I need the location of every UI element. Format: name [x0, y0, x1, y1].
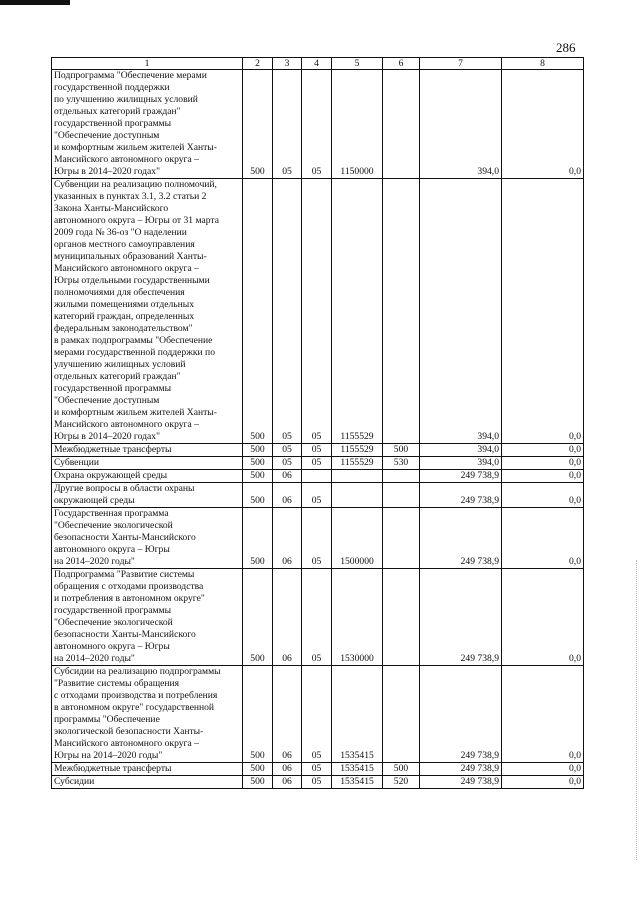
- budget-table: [51, 57, 584, 789]
- col-header-1: 1: [52, 58, 243, 70]
- row-code-2: 500: [243, 666, 273, 763]
- table-row: [52, 569, 584, 666]
- row-code-3: 06: [273, 776, 302, 789]
- row-amount-7: 394,0: [420, 179, 502, 444]
- row-code-5: 1535415: [332, 776, 383, 789]
- row-amount-8: 0,0: [502, 483, 584, 508]
- row-name: Подпрограмма "Обеспечение мерами государственной поддержки по улучшению жилищных условий отдельных категорий граждан" государственной программы "Обеспечение доступным и комфортным жильем жителей Ханты- Мансийского автономного округа – Югры в 2014–2020 годах": [52, 70, 243, 179]
- row-code-5: 1535415: [332, 763, 383, 776]
- row-code-4: 05: [302, 444, 332, 457]
- row-code-3: 06: [273, 483, 302, 508]
- table-row: [52, 457, 584, 470]
- row-code-4: 05: [302, 179, 332, 444]
- table-row: [52, 179, 584, 444]
- row-code-2: 500: [243, 776, 273, 789]
- margin-dots: [636, 560, 638, 860]
- row-amount-8: 0,0: [502, 70, 584, 179]
- row-code-4: 05: [302, 776, 332, 789]
- row-code-3: 05: [273, 457, 302, 470]
- row-name: Субсидии на реализацию подпрограммы "Развитие системы обращения с отходами производства и потребления в автономном округе" государственной программы "Обеспечение экологической безопасности Ханты- Мансийского автономного округа – Югры на 2014–2020 годы": [52, 666, 243, 763]
- row-name: Субвенции: [52, 457, 243, 470]
- row-amount-7: 249 738,9: [420, 666, 502, 763]
- row-amount-7: 249 738,9: [420, 763, 502, 776]
- row-amount-8: 0,0: [502, 508, 584, 569]
- top-rule: [0, 0, 70, 5]
- row-name: Подпрограмма "Развитие системы обращения с отходами производства и потребления в автономном округе" государственной программы "Обеспечение экологической безопасности Ханты-Мансийского автономного округа – Югры на 2014–2020 годы": [52, 569, 243, 666]
- table-row: [52, 508, 584, 569]
- row-code-5: 1150000: [332, 70, 383, 179]
- row-code-4: 05: [302, 763, 332, 776]
- row-amount-7: 249 738,9: [420, 569, 502, 666]
- row-code-6: 500: [383, 763, 420, 776]
- row-name: Межбюджетные трансферты: [52, 444, 243, 457]
- row-amount-8: 0,0: [502, 763, 584, 776]
- row-name: Другие вопросы в области охраны окружающей среды: [52, 483, 243, 508]
- row-code-2: 500: [243, 444, 273, 457]
- row-code-4: 05: [302, 666, 332, 763]
- row-code-5: 1530000: [332, 569, 383, 666]
- row-code-4: 05: [302, 483, 332, 508]
- row-code-2: 500: [243, 508, 273, 569]
- row-amount-7: 249 738,9: [420, 470, 502, 483]
- col-header-2: 2: [243, 58, 273, 70]
- row-code-2: 500: [243, 470, 273, 483]
- col-header-4: 4: [302, 58, 332, 70]
- row-code-3: 06: [273, 470, 302, 483]
- row-name: Субсидии: [52, 776, 243, 789]
- row-amount-7: 249 738,9: [420, 483, 502, 508]
- row-code-5: 1155529: [332, 457, 383, 470]
- row-code-5: 1155529: [332, 444, 383, 457]
- row-amount-7: 394,0: [420, 70, 502, 179]
- table-row: [52, 444, 584, 457]
- row-code-2: 500: [243, 569, 273, 666]
- row-amount-7: 249 738,9: [420, 776, 502, 789]
- row-code-6: 500: [383, 444, 420, 457]
- row-code-5: 1155529: [332, 179, 383, 444]
- row-code-5: [332, 483, 383, 508]
- row-code-5: 1535415: [332, 666, 383, 763]
- row-code-2: 500: [243, 179, 273, 444]
- table-row: [52, 776, 584, 789]
- row-amount-8: 0,0: [502, 776, 584, 789]
- row-code-6: [383, 470, 420, 483]
- row-amount-8: 0,0: [502, 666, 584, 763]
- col-header-3: 3: [273, 58, 302, 70]
- row-code-6: [383, 70, 420, 179]
- row-code-4: 05: [302, 508, 332, 569]
- row-amount-8: 0,0: [502, 444, 584, 457]
- row-amount-7: 394,0: [420, 444, 502, 457]
- row-amount-8: 0,0: [502, 179, 584, 444]
- row-amount-7: 249 738,9: [420, 508, 502, 569]
- row-amount-8: 0,0: [502, 470, 584, 483]
- col-header-8: 8: [502, 58, 584, 70]
- table-row: [52, 483, 584, 508]
- row-code-2: 500: [243, 70, 273, 179]
- row-code-2: 500: [243, 483, 273, 508]
- row-name: Субвенции на реализацию полномочий, указанных в пунктах 3.1, 3.2 статьи 2 Закона Ханты-Мансийского автономного округа – Югры от 31 марта 2009 года № 36-оз "О наделении органов местного самоуправления муниципальных образований Ханты- Мансийского автономного округа – Югры отдельными государственными полномочиями для обеспечения жилыми помещениями отдельных категорий граждан, определенных федеральным законодательством" в рамках подпрограммы "Обеспечение мерами государственной поддержки по улучшению жилищных условий отдельных категорий граждан" государственной программы "Обеспечение доступным и комфортным жильем жителей Ханты- Мансийского автономного округа – Югры в 2014–2020 годах": [52, 179, 243, 444]
- table-row: [52, 666, 584, 763]
- row-code-3: 06: [273, 508, 302, 569]
- row-code-3: 06: [273, 569, 302, 666]
- row-code-4: 05: [302, 569, 332, 666]
- row-code-3: 05: [273, 70, 302, 179]
- table-row: [52, 763, 584, 776]
- row-code-5: 1500000: [332, 508, 383, 569]
- row-code-2: 500: [243, 457, 273, 470]
- row-code-5: [332, 470, 383, 483]
- row-code-4: [302, 470, 332, 483]
- row-name: Государственная программа "Обеспечение экологической безопасности Ханты-Мансийского автономного округа – Югры на 2014–2020 годы": [52, 508, 243, 569]
- col-header-5: 5: [332, 58, 383, 70]
- row-code-4: 05: [302, 457, 332, 470]
- row-code-6: [383, 179, 420, 444]
- row-code-3: 06: [273, 666, 302, 763]
- page-number: 286: [556, 40, 576, 55]
- table-row: [52, 470, 584, 483]
- row-code-3: 06: [273, 763, 302, 776]
- row-code-6: [383, 508, 420, 569]
- col-header-6: 6: [383, 58, 420, 70]
- row-code-6: [383, 666, 420, 763]
- col-header-7: 7: [420, 58, 502, 70]
- table-row: [52, 70, 584, 179]
- row-code-3: 05: [273, 444, 302, 457]
- row-amount-7: 394,0: [420, 457, 502, 470]
- row-code-6: [383, 483, 420, 508]
- row-code-3: 05: [273, 179, 302, 444]
- row-amount-8: 0,0: [502, 457, 584, 470]
- row-amount-8: 0,0: [502, 569, 584, 666]
- row-code-6: 530: [383, 457, 420, 470]
- row-name: Межбюджетные трансферты: [52, 763, 243, 776]
- column-number-row: [52, 58, 584, 70]
- row-code-6: [383, 569, 420, 666]
- row-name: Охрана окружающей среды: [52, 470, 243, 483]
- row-code-2: 500: [243, 763, 273, 776]
- row-code-4: 05: [302, 70, 332, 179]
- row-code-6: 520: [383, 776, 420, 789]
